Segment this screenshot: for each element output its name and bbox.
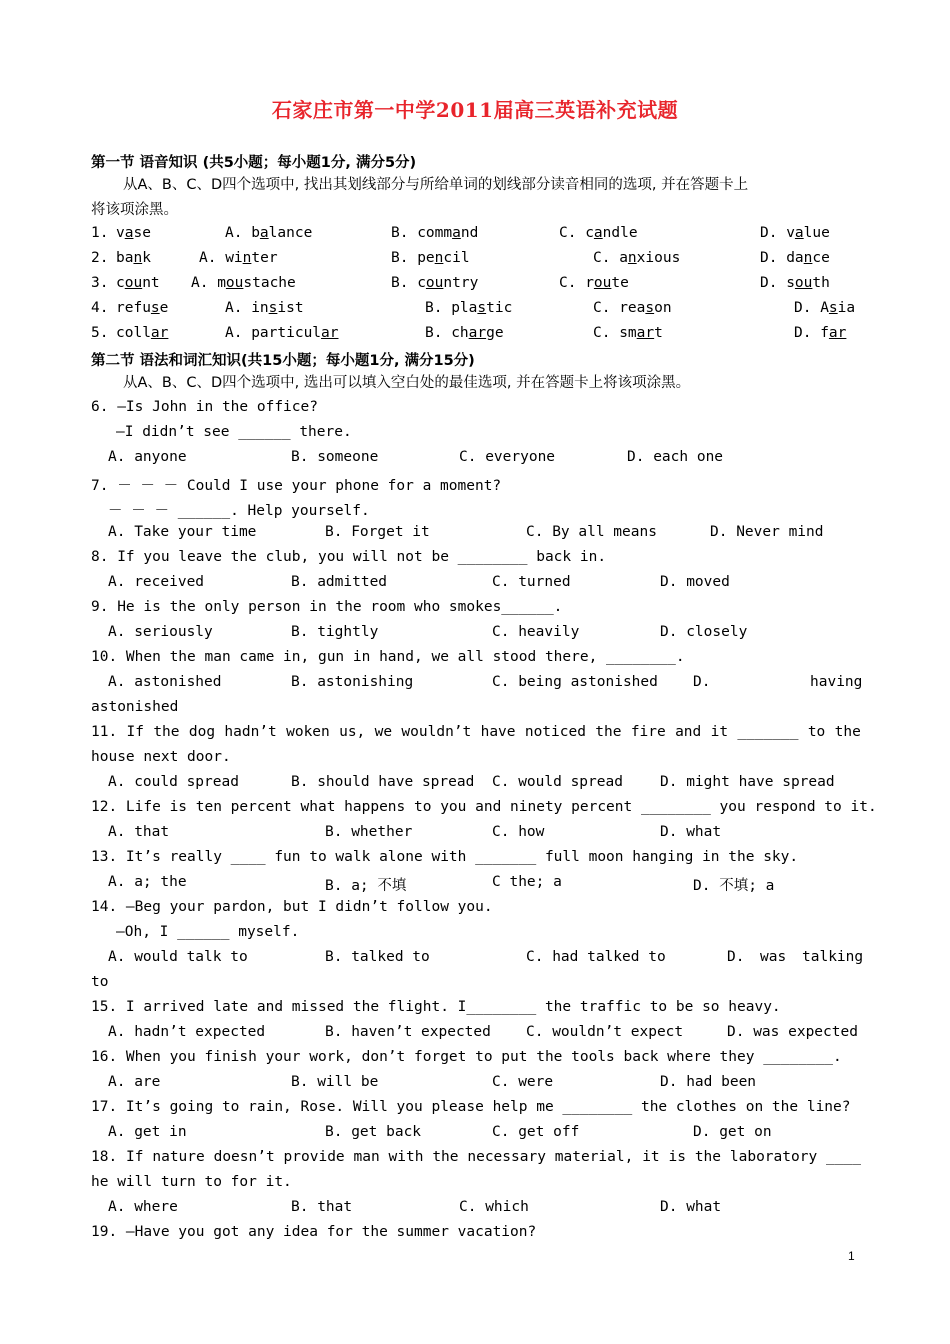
q18-stem <box>91 1149 861 1165</box>
q16-options <box>0 1074 950 1099</box>
stem-word: have <box>480 724 516 740</box>
q8-option-c: C. turned <box>492 574 571 590</box>
phonetics-item-number: 5. <box>91 325 109 341</box>
q10-option-a: A. astonished <box>108 674 222 690</box>
q6-stem: 6. —Is John in the office? <box>91 399 318 415</box>
q9-option-b: B. tightly <box>291 624 379 640</box>
q15-stem: 15. I arrived late and missed the flight. I________ the traffic to be so heavy. <box>91 999 781 1015</box>
q14-option-d-word3: to <box>91 974 109 990</box>
q7-stem2: － － － ______. Help yourself. <box>108 503 370 519</box>
q18-stem2: he will turn to for it. <box>91 1174 292 1190</box>
q10-options-wrap <box>0 699 950 724</box>
q6-option-d: D. each one <box>627 449 724 465</box>
q7-stem: 7. － － － Could I use your phone for a moment? <box>91 478 502 494</box>
q12-option-a: A. that <box>108 824 170 840</box>
q16-stem: 16. When you finish your work, don’t forget to put the tools back where they ________. <box>91 1049 842 1065</box>
underlined-segment: ar <box>150 325 169 341</box>
question-19 <box>0 1224 950 1249</box>
stem-word: woken <box>286 724 330 740</box>
stem-word: dog <box>188 724 216 740</box>
q9-option-d: D. closely <box>660 624 748 640</box>
underlined-segment: ar <box>636 325 655 341</box>
phonetics-option-a: A. moustache <box>191 275 296 291</box>
q7-option-d: D. Never mind <box>710 524 824 540</box>
stem-word: If <box>126 1149 144 1165</box>
phonetics-item-1 <box>0 225 950 250</box>
q6-option-c: C. everyone <box>459 449 556 465</box>
stem-word: the <box>834 724 861 740</box>
phonetics-item-number: 3. <box>91 275 109 291</box>
question-8 <box>0 549 950 574</box>
q17-option-b: B. get back <box>325 1124 422 1140</box>
q14-options-wrap <box>0 974 950 999</box>
q16-option-b: B. will be <box>291 1074 379 1090</box>
underlined-segment: a <box>794 225 804 241</box>
question-13 <box>0 849 950 874</box>
question-10 <box>0 649 950 674</box>
phonetics-item-number: 2. <box>91 250 109 266</box>
underlined-segment: n <box>133 250 143 266</box>
q10-options <box>0 674 950 699</box>
q6-stem2: —I didn’t see ______ there. <box>116 424 352 440</box>
phonetics-option-d: D. south <box>760 275 830 291</box>
phonetics-item-number: 1. <box>91 225 109 241</box>
phonetics-item-5 <box>0 325 950 350</box>
q11-line2 <box>0 749 950 774</box>
stem-word: us, <box>339 724 366 740</box>
stem-word: the <box>694 1149 722 1165</box>
q18-options <box>0 1199 950 1224</box>
q11-stem <box>91 724 861 740</box>
q18-option-c: C. which <box>459 1199 529 1215</box>
phonetics-option-a: A. balance <box>225 225 313 241</box>
underlined-segment: ou <box>225 275 244 291</box>
stem-word: and <box>675 724 702 740</box>
q16-option-a: A. are <box>108 1074 161 1090</box>
underlined-segment: ou <box>593 275 612 291</box>
q10-option-b: B. astonishing <box>291 674 414 690</box>
phonetics-option-a: A. insist <box>225 300 304 316</box>
q7-line2 <box>0 499 950 524</box>
q12-option-d: D. what <box>660 824 722 840</box>
stem-word: wouldn’t <box>401 724 472 740</box>
stem-word: If <box>126 724 144 740</box>
underlined-segment: s <box>828 300 838 316</box>
q12-stem: 12. Life is ten percent what happens to you and ninety percent ________ you respond to it. <box>91 799 877 815</box>
stem-word: the <box>153 724 180 740</box>
q11-option-d: D. might have spread <box>660 774 835 790</box>
phonetics-option-c: C. smart <box>593 325 663 341</box>
phonetics-item-number: 4. <box>91 300 109 316</box>
q11-stem2: house next door. <box>91 749 231 765</box>
phonetics-option-c: C. reason <box>593 300 672 316</box>
underlined-segment: a <box>124 225 134 241</box>
q14-option-b: B. talked to <box>325 949 430 965</box>
underlined-segment: ar <box>321 325 339 341</box>
q13-stem: 13. It’s really ____ fun to walk alone with _______ full moon hanging in the sky. <box>91 849 799 865</box>
question-17 <box>0 1099 950 1124</box>
q7-options <box>0 524 950 549</box>
stem-word: it <box>642 1149 660 1165</box>
q14-option-a: A. would talk to <box>108 949 248 965</box>
phonetics-option-b: B. plastic <box>425 300 513 316</box>
underlined-segment: a <box>259 225 269 241</box>
phonetics-item-4 <box>0 300 950 325</box>
underlined-segment: n <box>627 250 637 266</box>
section1-instruction <box>91 173 863 223</box>
phonetics-option-b: B. pencil <box>391 250 470 266</box>
underlined-segment: ou <box>124 275 143 291</box>
q15-option-c: C. wouldn’t expect <box>526 1024 684 1040</box>
phonetics-option-b: B. country <box>391 275 479 291</box>
stem-word: nature <box>152 1149 205 1165</box>
stem-word: 18. <box>91 1149 118 1165</box>
q19-stem: 19. —Have you got any idea for the summer vacation? <box>91 1224 537 1240</box>
stem-word: doesn’t <box>213 1149 275 1165</box>
q9-option-a: A. seriously <box>108 624 213 640</box>
q8-options <box>0 574 950 599</box>
question-6 <box>0 399 950 424</box>
phonetics-option-c: C. route <box>559 275 629 291</box>
underlined-segment: n <box>434 250 444 266</box>
underlined-segment: s <box>645 300 655 316</box>
stem-word: we <box>374 724 393 740</box>
q14-line2 <box>0 924 950 949</box>
q17-option-a: A. get in <box>108 1124 187 1140</box>
section2-instruction-text: 从A、B、C、D四个选项中, 选出可以填入空白处的最佳选项, 并在答题卡上将该项涂黑。 <box>123 375 691 391</box>
stem-word: is <box>668 1149 686 1165</box>
underlined-segment: n <box>803 250 813 266</box>
underlined-segment: n <box>242 250 252 266</box>
q17-stem: 17. It’s going to rain, Rose. Will you please help me ________ the clothes on the line? <box>91 1099 851 1115</box>
q7-option-c: C. By all means <box>526 524 657 540</box>
stem-word: necessary <box>467 1149 546 1165</box>
q11-option-b: B. should have spread <box>291 774 475 790</box>
stem-word: it <box>710 724 729 740</box>
q14-stem2: —Oh, I ______ myself. <box>116 924 300 940</box>
stem-word: the <box>595 724 622 740</box>
q13-option-b: B. a; 不填 <box>325 878 407 894</box>
q8-option-d: D. moved <box>660 574 730 590</box>
stem-word: material, <box>554 1149 634 1165</box>
phonetics-option-d: D. Asia <box>794 300 856 316</box>
underlined-segment: s <box>268 300 278 316</box>
q15-option-d: D. was expected <box>727 1024 858 1040</box>
phonetics-target-word: vase <box>116 225 151 241</box>
q6-options <box>0 449 950 474</box>
phonetics-option-a: A. winter <box>199 250 278 266</box>
q12-options <box>0 824 950 849</box>
q7-option-a: A. Take your time <box>108 524 257 540</box>
section1-instruction-line1: 从A、B、C、D四个选项中, 找出其划线部分与所给单词的划线部分读音相同的选项, 并在答题卡上 <box>123 177 749 193</box>
phonetics-option-c: C. candle <box>559 225 638 241</box>
underlined-segment: s <box>150 300 160 316</box>
q18-option-d: D. what <box>660 1199 722 1215</box>
q14-option-d-word2: talking <box>802 949 864 965</box>
q6-option-a: A. anyone <box>108 449 187 465</box>
q12-option-c: C. how <box>492 824 545 840</box>
q10-option-d-label: D. <box>693 674 711 690</box>
phonetics-option-b: B. command <box>391 225 479 241</box>
phonetics-item-2 <box>0 250 950 275</box>
phonetics-option-a: A. particular <box>225 325 339 341</box>
phonetics-option-b: B. charge <box>425 325 504 341</box>
stem-word: with <box>388 1149 424 1165</box>
underlined-segment: ou <box>425 275 444 291</box>
q14-option-d-word1: was <box>760 949 787 965</box>
q15-option-b: B. haven’t expected <box>325 1024 491 1040</box>
q14-option-c: C. had talked to <box>526 949 666 965</box>
stem-word: man <box>353 1149 380 1165</box>
q11-options <box>0 774 950 799</box>
q17-option-d: D. get on <box>693 1124 772 1140</box>
stem-word: provide <box>283 1149 345 1165</box>
question-12 <box>0 799 950 824</box>
underlined-segment: ar <box>828 325 847 341</box>
q8-option-b: B. admitted <box>291 574 388 590</box>
q9-option-c: C. heavily <box>492 624 580 640</box>
stem-word: fire <box>630 724 666 740</box>
q11-option-c: C. would spread <box>492 774 623 790</box>
section1-instruction-line2: 将该项涂黑。 <box>91 202 178 218</box>
q14-stem: 14. —Beg your pardon, but I didn’t follow you. <box>91 899 493 915</box>
stem-word: laboratory <box>729 1149 818 1165</box>
phonetics-target-word: bank <box>116 250 151 266</box>
question-9 <box>0 599 950 624</box>
underlined-segment: a <box>452 225 461 241</box>
question-11 <box>0 724 950 749</box>
question-18 <box>0 1149 950 1174</box>
question-16 <box>0 1049 950 1074</box>
phonetics-option-d: D. value <box>760 225 830 241</box>
q9-stem: 9. He is the only person in the room who smokes______. <box>91 599 563 615</box>
exam-title: 石家庄市第一中学2011届高三英语补充试题 <box>271 98 679 122</box>
q16-option-d: D. had been <box>660 1074 757 1090</box>
stem-word: to <box>807 724 826 740</box>
stem-word: 11. <box>91 724 118 740</box>
q17-option-c: C. get off <box>492 1124 580 1140</box>
section2-heading: 第二节 语法和词汇知识(共15小题；每小题1分, 满分15分) <box>91 353 475 369</box>
phonetics-option-c: C. anxious <box>593 250 681 266</box>
q13-option-d: D. 不填; a <box>693 878 775 894</box>
page-number: 1 <box>848 1249 855 1263</box>
phonetics-target-word: refuse <box>116 300 169 316</box>
stem-word: noticed <box>524 724 586 740</box>
question-14 <box>0 899 950 924</box>
section2-instruction <box>91 371 863 396</box>
q8-stem: 8. If you leave the club, you will not be ________ back in. <box>91 549 607 565</box>
question-15 <box>0 999 950 1024</box>
q13-option-a: A. a; the <box>108 874 187 890</box>
stem-word: _______ <box>737 724 799 740</box>
q6-line2 <box>0 424 950 449</box>
q14-options <box>0 949 950 974</box>
q6-option-b: B. someone <box>291 449 379 465</box>
underlined-segment: ar <box>468 325 487 341</box>
q9-options <box>0 624 950 649</box>
q16-option-c: C. were <box>492 1074 554 1090</box>
stem-word: the <box>432 1149 459 1165</box>
phonetics-target-word: count <box>116 275 160 291</box>
q18-option-a: A. where <box>108 1199 178 1215</box>
q11-option-a: A. could spread <box>108 774 239 790</box>
phonetics-item-3 <box>0 275 950 300</box>
phonetics-option-d: D. dance <box>760 250 830 266</box>
stem-word: hadn’t <box>224 724 277 740</box>
q10-option-c: C. being astonished <box>492 674 658 690</box>
q18-line2 <box>0 1174 950 1199</box>
q10-option-d-text: having <box>810 674 863 690</box>
q8-option-a: A. received <box>108 574 205 590</box>
underlined-segment: a <box>593 225 603 241</box>
question-7 <box>0 474 950 499</box>
phonetics-option-d: D. far <box>794 325 847 341</box>
section1-heading: 第一节 语音知识 (共5小题；每小题1分, 满分5分) <box>91 155 417 171</box>
stem-word: ____ <box>826 1149 861 1165</box>
q18-option-b: B. that <box>291 1199 353 1215</box>
underlined-segment: s <box>477 300 487 316</box>
q7-option-b: B. Forget it <box>325 524 430 540</box>
q15-option-a: A. hadn’t expected <box>108 1024 266 1040</box>
q14-option-d-label: D. <box>727 949 745 965</box>
underlined-segment: ou <box>794 275 813 291</box>
q17-options <box>0 1124 950 1149</box>
q10-stem: 10. When the man came in, gun in hand, we all stood there, ________. <box>91 649 685 665</box>
q12-option-b: B. whether <box>325 824 413 840</box>
q13-options <box>0 874 950 899</box>
q15-options <box>0 1024 950 1049</box>
phonetics-target-word: collar <box>116 325 169 341</box>
q13-option-c: C the; a <box>492 874 562 890</box>
q10-option-d-text2: astonished <box>91 699 179 715</box>
